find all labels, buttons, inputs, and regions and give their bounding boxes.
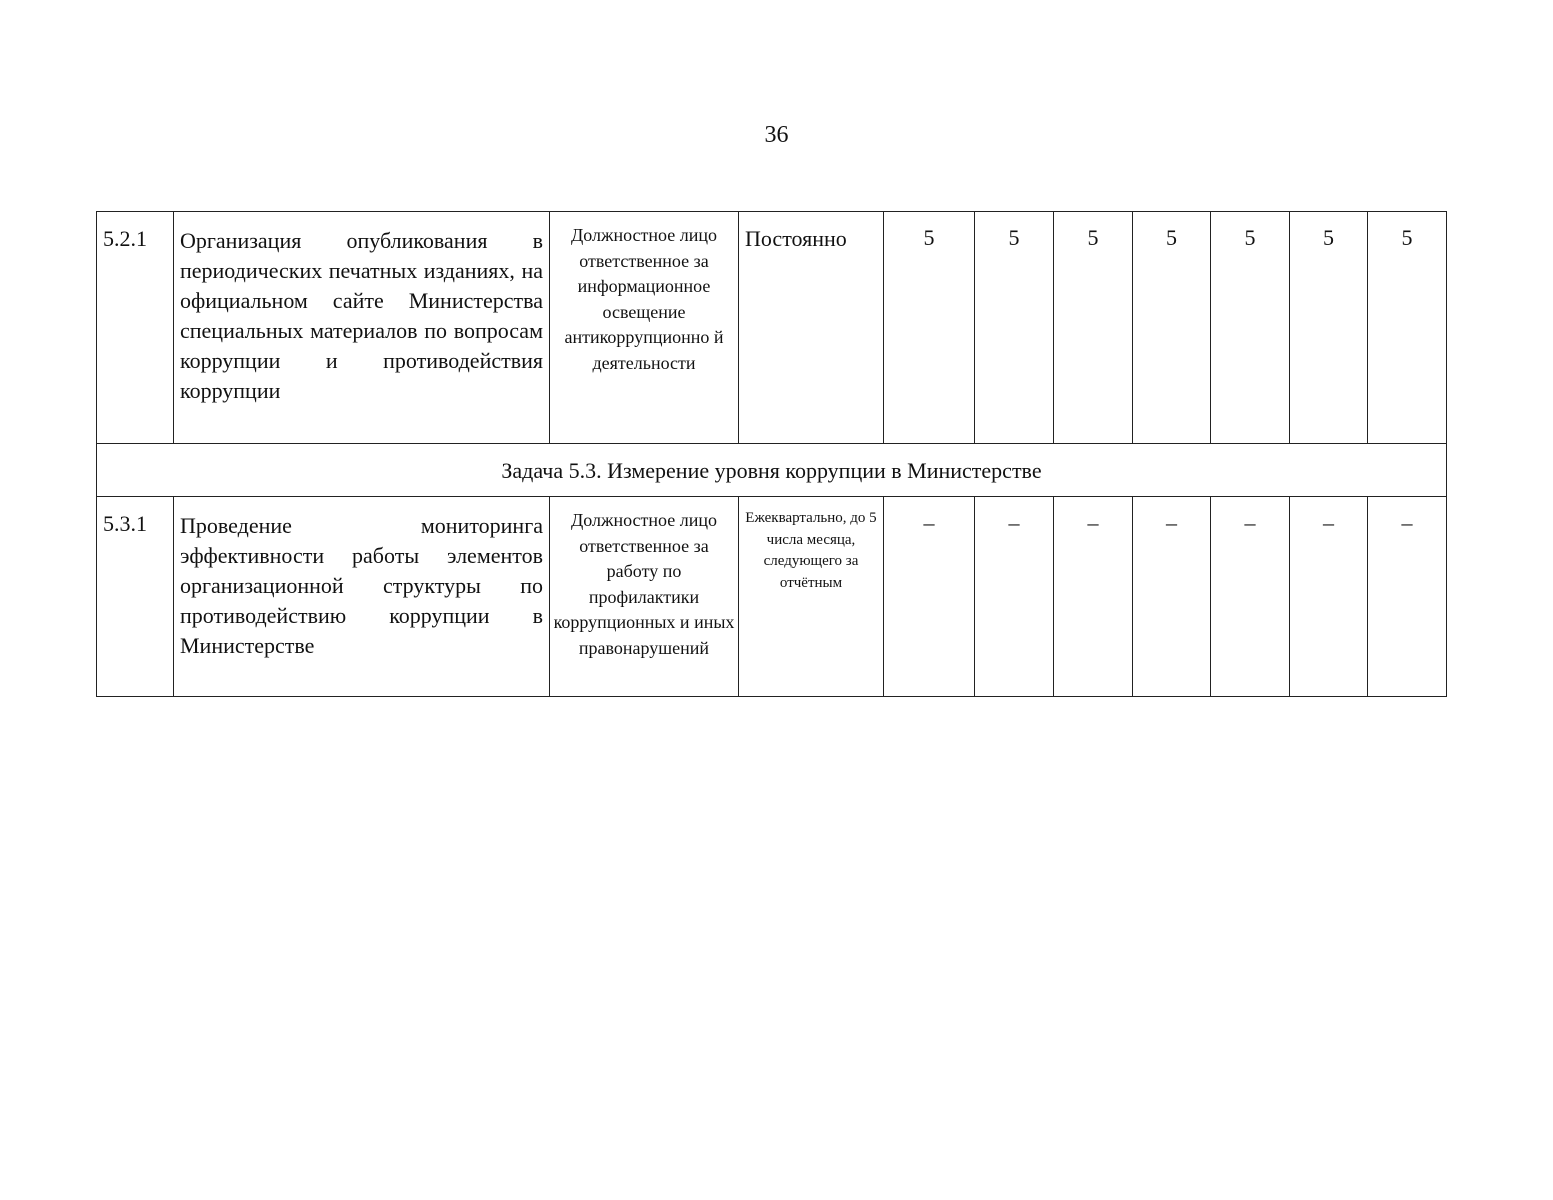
execution-term: Постоянно	[739, 212, 884, 444]
indicator-value: 5	[1133, 212, 1211, 444]
row-number: 5.3.1	[97, 497, 174, 697]
row-number: 5.2.1	[97, 212, 174, 444]
indicator-value: –	[1133, 497, 1211, 697]
page-number: 36	[764, 122, 789, 148]
indicator-value: 5	[975, 212, 1054, 444]
indicator-value: 5	[1054, 212, 1133, 444]
execution-term: Ежеквартально, до 5 числа месяца, следующего за отчётным	[739, 497, 884, 697]
indicator-value: 5	[884, 212, 975, 444]
task-header-row	[97, 444, 1447, 497]
responsible-person: Должностное лицо ответственное за работу по профилактики коррупционных и иных правонарушений	[550, 497, 739, 697]
responsible-person: Должностное лицо ответственное за информационное освещение антикоррупционно й деятельности	[550, 212, 739, 444]
indicator-value: –	[1368, 497, 1447, 697]
measure-description: Организация опубликования в периодических печатных изданиях, на официальном сайте Министерства специальных материалов по вопросам коррупции и противодействия коррупции	[174, 212, 550, 444]
indicator-value: –	[975, 497, 1054, 697]
indicator-value: 5	[1211, 212, 1290, 444]
table-row	[97, 212, 1447, 444]
indicator-value: –	[1290, 497, 1368, 697]
measure-description: Проведение мониторинга эффективности работы элементов организационной структуры по противодействию коррупции в Министерстве	[174, 497, 550, 697]
indicator-value: –	[1211, 497, 1290, 697]
measures-table	[96, 211, 1447, 697]
task-header: Задача 5.3. Измерение уровня коррупции в Министерстве	[97, 444, 1447, 497]
indicator-value: 5	[1368, 212, 1447, 444]
indicator-value: –	[1054, 497, 1133, 697]
table-row	[97, 497, 1447, 697]
indicator-value: 5	[1290, 212, 1368, 444]
indicator-value: –	[884, 497, 975, 697]
